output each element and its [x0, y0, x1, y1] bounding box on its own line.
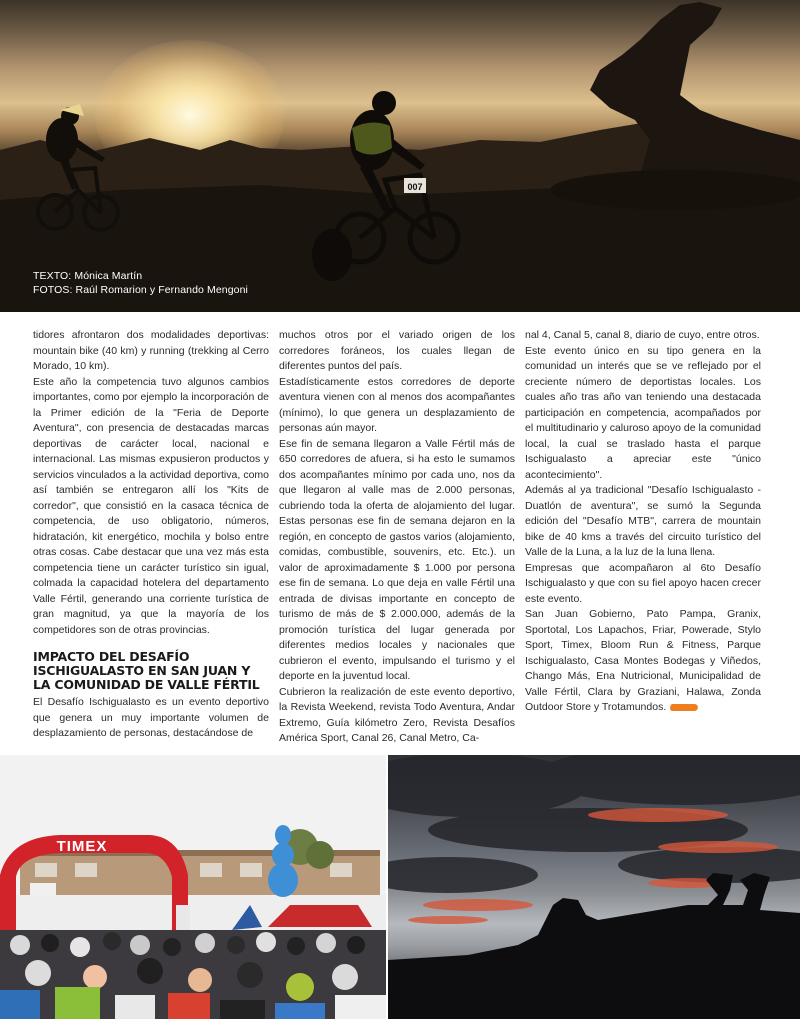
orange-brush-stroke-icon — [669, 704, 699, 711]
paragraph: Ese fin de semana llegaron a Valle Fértil más de 650 corredores de afuera, si ha esto le sumamos dos acompañantes mínimo por cada uno, nos da que llegaron al valle mas de 2.000 personas, cubriendo toda la oferta de alojamiento del lugar. Estas personas ese fin de semana dejaron en la región, en concepto de gastos varios (alojamiento, comidas, combustible, souvenirs, etc. Etc.). un valor de aproximadamente $ 1.000 por persona ese fin de semana. Lo que deja en valle Fértil una entrada de divisas importante en concepto de turismo de más de $ 2.000.000, además de la promoción turística del lugar generada por diferentes medios locales y nacionales que cubrieron el evento, impulsando el turismo y el deporte en la juventud local. — [279, 437, 515, 682]
sponsor-list: San Juan Gobierno, Pato Pampa, Granix, Sportotal, Los Lapachos, Friar, Powerade, Stylo Sport, Timex, Bloom Run & Fitness, Parque Ischigualasto, Casa Montes Bodegas y Viñedos, Chango Más, Ena Nutricional, Municipalidad de Valle Fértil, Clara by Graziani, Halawa, Zonda Outdoor Store y Trotamundos. — [525, 608, 761, 713]
rock-formations-silhouette — [388, 873, 800, 1019]
article-column-1 — [33, 328, 269, 742]
crowd-start-illustration — [0, 755, 386, 1019]
article-column-2 — [279, 328, 515, 747]
dusk-landscape-illustration — [388, 755, 800, 1019]
paragraph: Este evento único en su tipo genera en la comunidad un interés que se ve reflejado por el creciente número de deportistas locales. Los cuales año tras año van teniendo una destacada participación en competencia, acompañados por el multitudinario y caluroso apoyo de la comunidad local, la cual se traslado hasta el parque Ischigualasto a apreciar este "único acontecimiento". — [525, 344, 761, 481]
dusk-landscape-photo — [388, 755, 800, 1019]
storm-clouds — [388, 755, 800, 893]
paragraph: muchos otros por el variado origen de los corredores foráneos, los cuales llegan de diferentes puntos del país. — [279, 329, 515, 372]
paragraph-sponsors — [525, 607, 761, 716]
bib-number: 007 — [407, 182, 423, 192]
paragraph: tidores afrontaron dos modalidades deportivas: mountain bike (40 km) y running (trekking al Cerro Morado, 10 km). — [33, 329, 269, 372]
paragraph: Además al ya tradicional "Desafío Ischigualasto - Duatlón de aventura", se sumó la Segunda edición del "Desafío MTB", carrera de mountain bike de 40 kms a través del circuito turístico del Valle de la Luna, a la luz de la luna llena. — [525, 484, 761, 558]
hero-silhouettes — [0, 0, 800, 312]
credit-text: TEXTO: Mónica Martín — [33, 270, 143, 282]
paragraph: Cubrieron la realización de este evento deportivo, la Revista Weekend, revista Todo Aventura, Andar Extremo, Guía kilómetro Zero, Revista Desafíos América Sport, Canal 26, Canal Metro, Ca- — [279, 685, 515, 744]
paragraph: Este año la competencia tuvo algunos cambios importantes, como por ejemplo la incorporación de la Primer edición de la "Feria de Deporte Aventura", con presencia de destacadas marcas deportivas de carácter local, nacional e internacional. Las mismas expusieron productos y servicios vinculados a la actividad deportiva, como así también se entregaron allí los "Kits de corredor", que consistió en la casaca técnica de competencia, de uso obligatorio, números, hidratación, kit energético, mochila y bolso entre otras cosas. Cabe destacar que una vez más esta competencia tiene un carácter turístico sin igual, colmada la capacidad hotelera del departamento Valle Fértil, generando una corriente turística de gran magnitud, ya que la mayoría de los competidores son de otras provincias. — [33, 375, 269, 636]
paragraph: nal 4, Canal 5, canal 8, diario de cuyo, entre otros. — [525, 329, 760, 341]
credit-photos: FOTOS: Raúl Romarion y Fernando Mengoni — [33, 284, 248, 296]
crowd-start-photo — [0, 755, 386, 1019]
paragraph: Estadísticamente estos corredores de deporte aventura vienen con al menos dos acompañantes (mínimo), lo que genera un desplazamiento de personas aún mayor. — [279, 375, 515, 434]
paragraph: El Desafío Ischigualasto es un evento deportivo que genera un muy importante volumen de desplazamiento de personas, destacándose de — [33, 696, 269, 739]
hero-photo — [0, 0, 800, 312]
photo-credits — [33, 269, 248, 297]
arch-brand-text: TIMEX — [56, 838, 108, 855]
section-subheading: IMPACTO DEL DESAFÍO ISCHIGUALASTO EN SAN JUAN Y LA COMUNIDAD DE VALLE FÉRTIL — [33, 649, 260, 692]
paragraph: Empresas que acompañaron al 6to Desafío Ischigualasto y que con su fiel apoyo hacen crecer este evento. — [525, 561, 761, 605]
article-column-3 — [525, 328, 761, 716]
red-tent — [268, 905, 372, 927]
